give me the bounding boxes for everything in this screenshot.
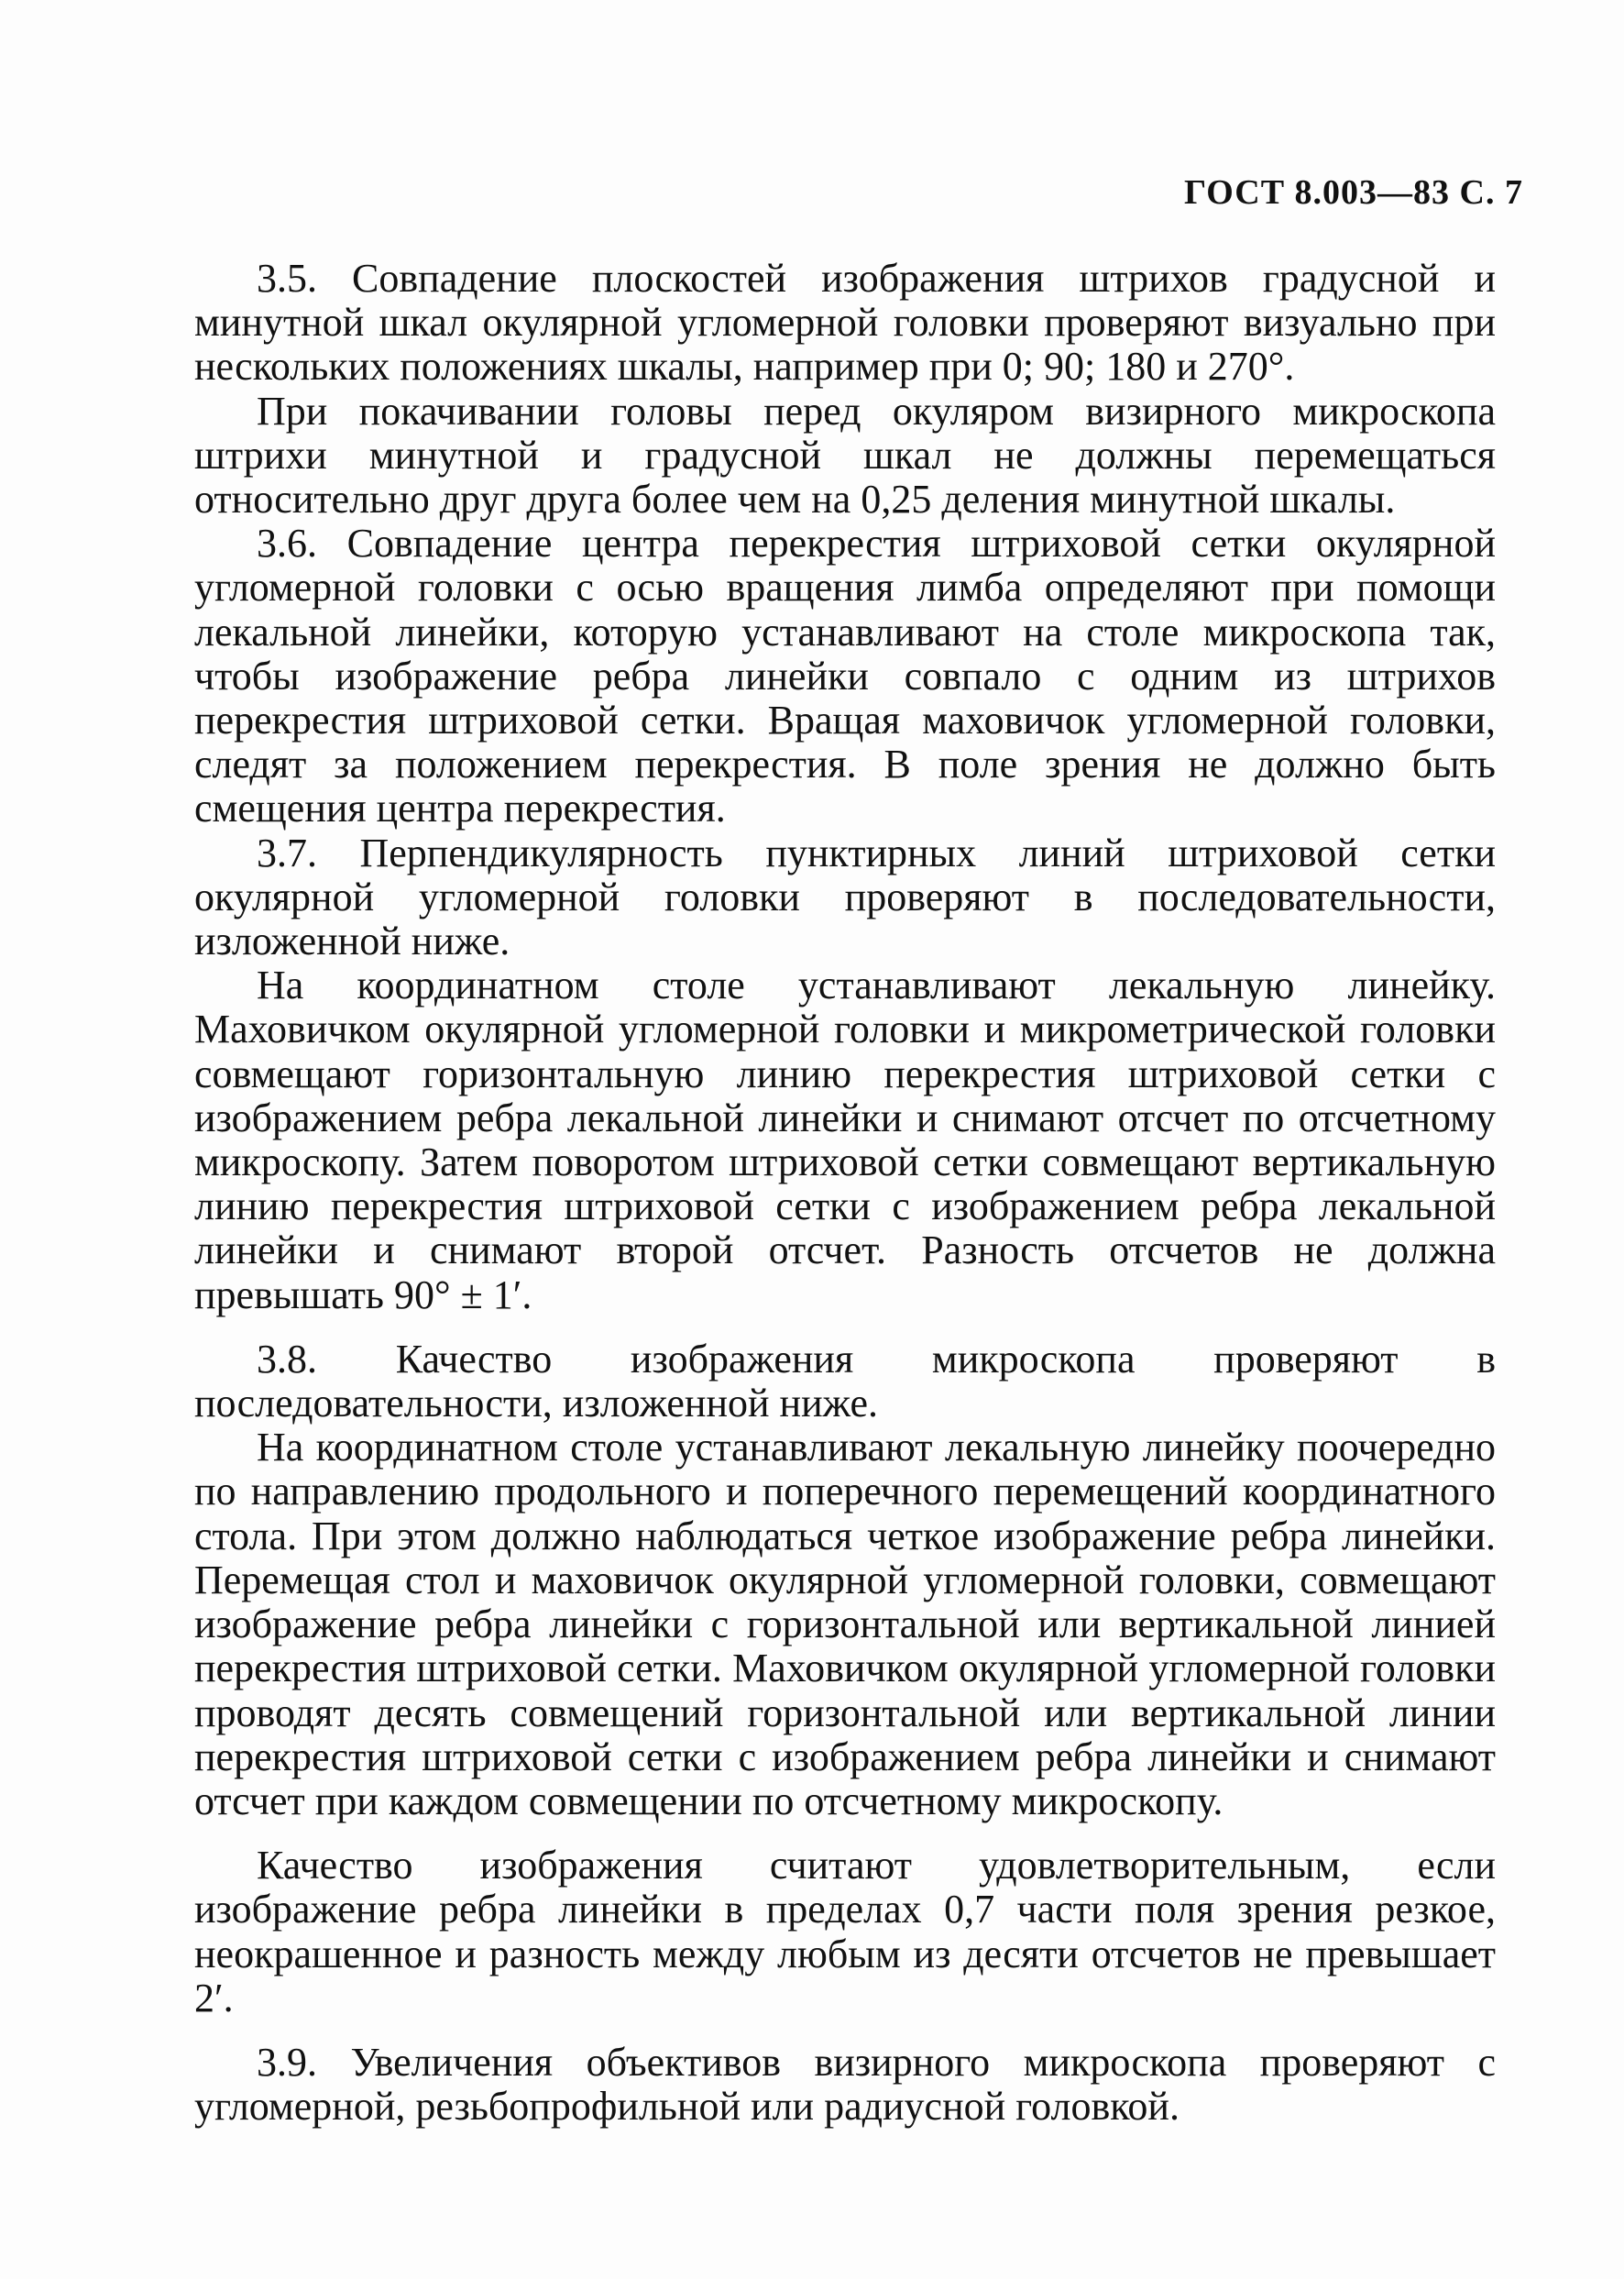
paragraph-3-8: 3.8. Качество изображения микроскопа проверяют в последовательности, изложенной ниже. <box>194 1336 1496 1426</box>
paragraph-3-5: 3.5. Совпадение плоскостей изображения штрихов градусной и минутной шкал окулярной угломерной головки проверяют визуально при нескольких положениях шкалы, например при 0; 90; 180 и 270°. <box>194 256 1496 390</box>
paragraph-3-7-procedure: На координатном столе устанавливают лекальную линейку. Маховичком окулярной угломерной головки и микрометрической головки совмещают горизонтальную линию перекрестия штриховой сетки с изображением ребра лекальной линейки и снимают отсчет по отсчетному микроскопу. Затем поворотом штриховой сетки совмещают вертикальную линию перекрестия штриховой сетки с изображением ребра лекальной линейки и снимают второй отсчет. Разность отсчетов не должна превышать 90° ± 1′. <box>194 963 1496 1317</box>
paragraph-3-8-criteria: Качество изображения считают удовлетворительным, если изображение ребра линейки в пределах 0,7 части поля зрения резкое, неокрашенное и разность между любым из десяти отсчетов не превышает 2′. <box>194 1843 1496 2020</box>
document-body <box>194 257 1496 2129</box>
paragraph-3-6: 3.6. Совпадение центра перекрестия штриховой сетки окулярной угломерной головки с осью вращения лимба определяют при помощи лекальной линейки, которую устанавливают на столе микроскопа так, чтобы изображение ребра линейки совпало с одним из штрихов перекрестия штриховой сетки. Вращая маховичок угломерной головки, следят за положением перекрестия. В поле зрения не должно быть смещения центра перекрестия. <box>194 521 1496 831</box>
paragraph-3-5-continued: При покачивании головы перед окуляром визирного микроскопа штрихи минутной и градусной шкал не должны перемещаться относительно друг друга более чем на 0,25 деления минутной шкалы. <box>194 388 1496 523</box>
paragraph-3-8-procedure: На координатном столе устанавливают лекальную линейку поочередно по направлению продольного и поперечного перемещений координатного стола. При этом должно наблюдаться четкое изображение ребра линейки. Перемещая стол и маховичок окулярной угломерной головки, совмещают изображение ребра линейки с горизонтальной или вертикальной линией перекрестия штриховой сетки. Маховичком окулярной угломерной головки проводят десять совмещений горизонтальной или вертикальной линии перекрестия штриховой сетки с изображением ребра линейки и снимают отсчет при каждом совмещении по отсчетному микроскопу. <box>194 1425 1496 1823</box>
paragraph-3-9: 3.9. Увеличения объективов визирного микроскопа проверяют с угломерной, резьбопрофильной или радиусной головкой. <box>194 2039 1496 2130</box>
paragraph-3-7: 3.7. Перпендикулярность пунктирных линий штриховой сетки окулярной угломерной головки проверяют в последовательности, изложенной ниже. <box>194 830 1496 964</box>
page-header: ГОСТ 8.003—83 С. 7 <box>1184 173 1523 212</box>
